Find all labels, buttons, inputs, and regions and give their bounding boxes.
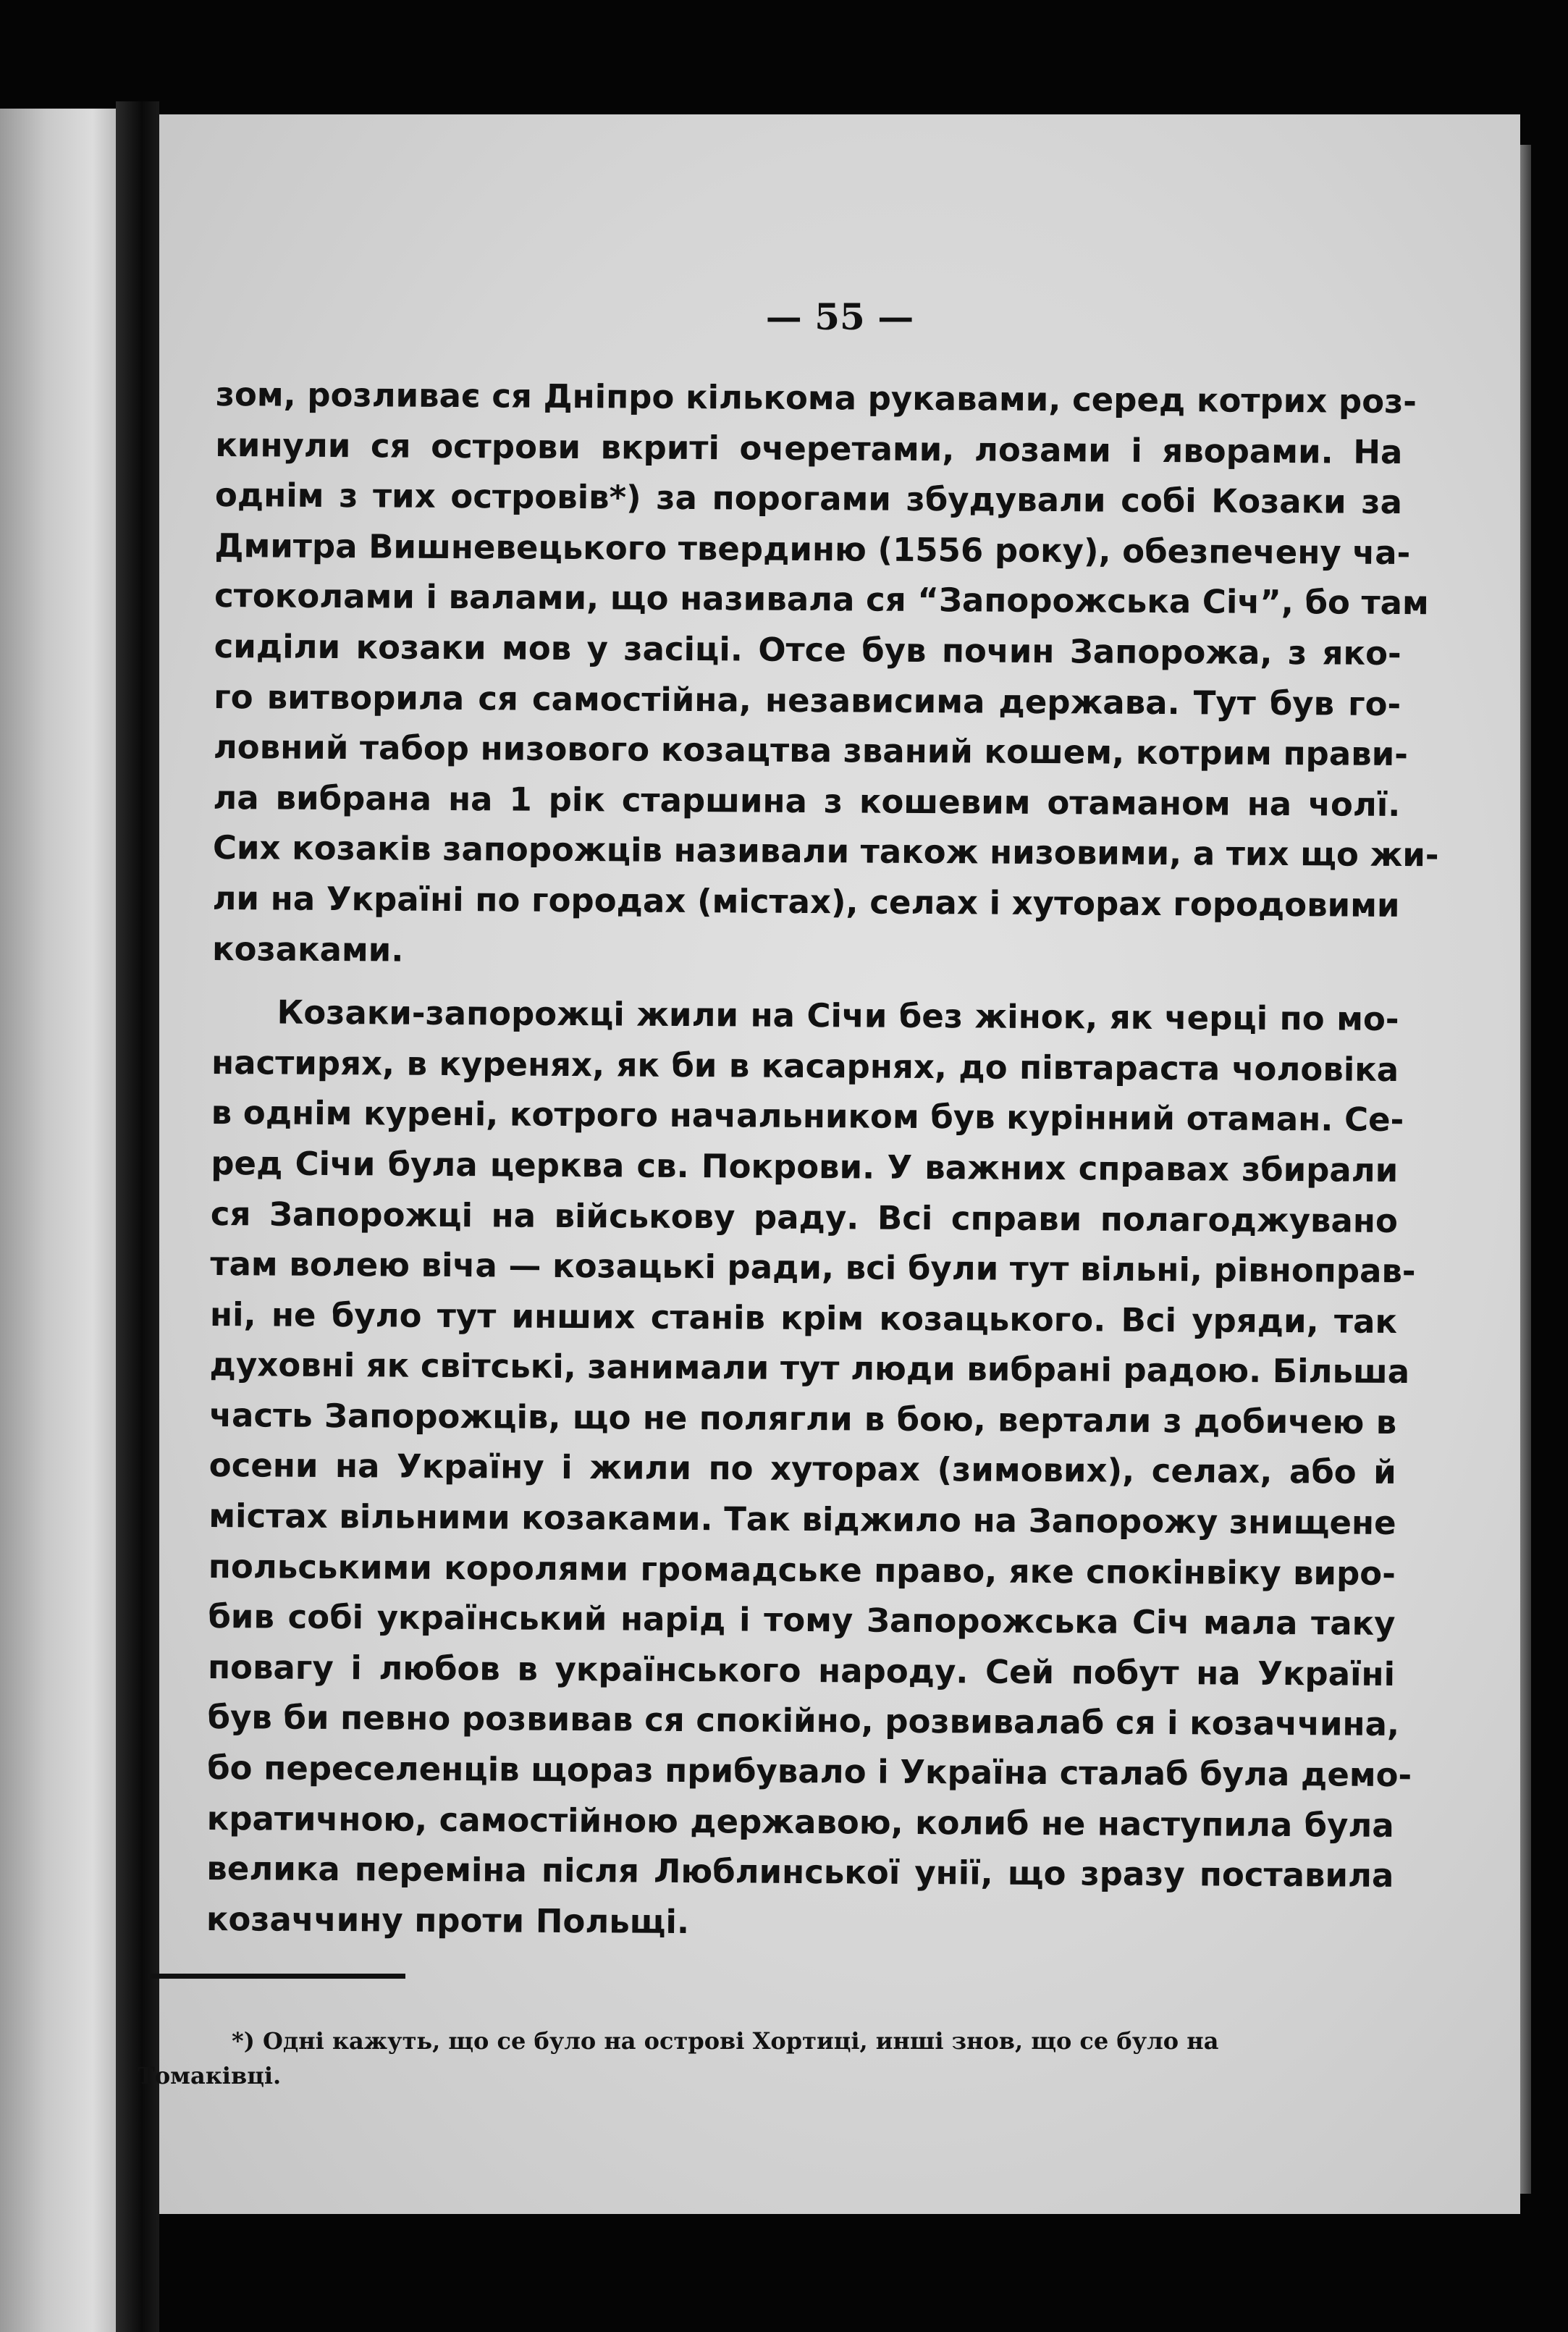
text-line: кинули ся острови вкриті очеретами, лозами і яворами. На <box>215 425 1403 471</box>
text-line: осени на Україну і жили по хуторах (зимових), селах, або й <box>208 1446 1396 1492</box>
text-line: кратичною, самостійною державою, колиб не наступила була <box>206 1798 1394 1845</box>
footnote-line: Томаківці. <box>138 2062 282 2089</box>
text-line: був би певно розвивав ся спокійно, розвивалаб ся і козаччина, <box>207 1698 1400 1744</box>
text-line: ся Запорожці на військову раду. Всі справи полагоджувано <box>210 1194 1399 1240</box>
text-line: козаками. <box>211 929 404 969</box>
text-line: Козаки-запорожці жили на Січи без жінок, як черці по мо- <box>277 993 1399 1039</box>
book-spine <box>116 101 159 2332</box>
text-line: часть Запорожців, що не полягли в бою, вертали з добичею в <box>209 1395 1397 1441</box>
text-line: стоколами і валами, що називала ся “Запорожська Січ”, бо там <box>214 576 1429 623</box>
text-line: ла вибрана на 1 рік старшина з кошевим отаманом на чолї. <box>213 778 1401 824</box>
text-line: велика переміна після Люблинської унії, що зразу поставила <box>206 1849 1394 1895</box>
text-line: козаччину проти Польщі. <box>206 1899 690 1941</box>
page-number: — 55 — <box>765 295 914 338</box>
text-line: духовні як світські, занимали тут люди вибрані радою. Більша <box>209 1345 1410 1392</box>
text-line: го витворила ся самостійна, независима держава. Тут був го- <box>214 677 1401 723</box>
text-line: Дмитра Вишневецького твердиню (1556 року), обезпечену ча- <box>214 526 1411 572</box>
text-line: містах вільними козаками. Так віджило на Запорожу знищене <box>208 1497 1396 1543</box>
paragraph <box>206 987 1416 1951</box>
footnote <box>138 2024 1339 2093</box>
text-line: ли на Україні по городах (містах), селах і хуторах городовими <box>212 878 1400 925</box>
text-line: Сих козаків запорожців називали також низовими, а тих що жи- <box>212 828 1439 875</box>
text-line: повагу і любов в українського народу. Сей побут на Україні <box>207 1647 1396 1693</box>
footnote-line: *) Одні кажуть, що се було на острові Хортиці, инші знов, що се було на <box>232 2027 1219 2055</box>
text-line: зом, розливає ся Дніпро кількома рукавами, серед котрих роз- <box>215 374 1417 421</box>
text-line: настирях, в куренях, як би в касарнях, до півтараста чоловіка <box>211 1043 1399 1089</box>
text-line: бив собі український нарід і тому Запорожська Січ мала таку <box>208 1597 1396 1643</box>
text-line: ні, не було тут инших станів крім козацького. Всі уряди, так <box>209 1295 1398 1341</box>
text-line: польськими королями громадське право, яке спокінвіку виро- <box>208 1546 1396 1593</box>
text-line: сиділи козаки мов у засіці. Отсе був почин Запорожа, з яко- <box>214 626 1401 673</box>
footnote-divider <box>148 1974 405 1979</box>
text-line: ловний табор низового козацтва званий кошем, котрим прави- <box>213 728 1409 774</box>
paragraph <box>211 369 1439 981</box>
text-line: бо переселенців щораз прибувало і Україна сталаб була демо- <box>207 1748 1412 1795</box>
text-line: там волею віча — козацькі ради, всі були тут вільні, рівноправ- <box>210 1245 1416 1291</box>
text-line: однім з тих островів*) за порогами збудували собі Козаки за <box>214 476 1403 522</box>
text-line: в однім курені, котрого начальником був курінний отаман. Се- <box>211 1093 1404 1140</box>
facing-page-edge <box>0 109 116 2332</box>
body-text <box>206 369 1439 1951</box>
book-page <box>159 114 1520 2214</box>
text-line: ред Січи була церква св. Покрови. У важних справах збирали <box>211 1143 1399 1190</box>
